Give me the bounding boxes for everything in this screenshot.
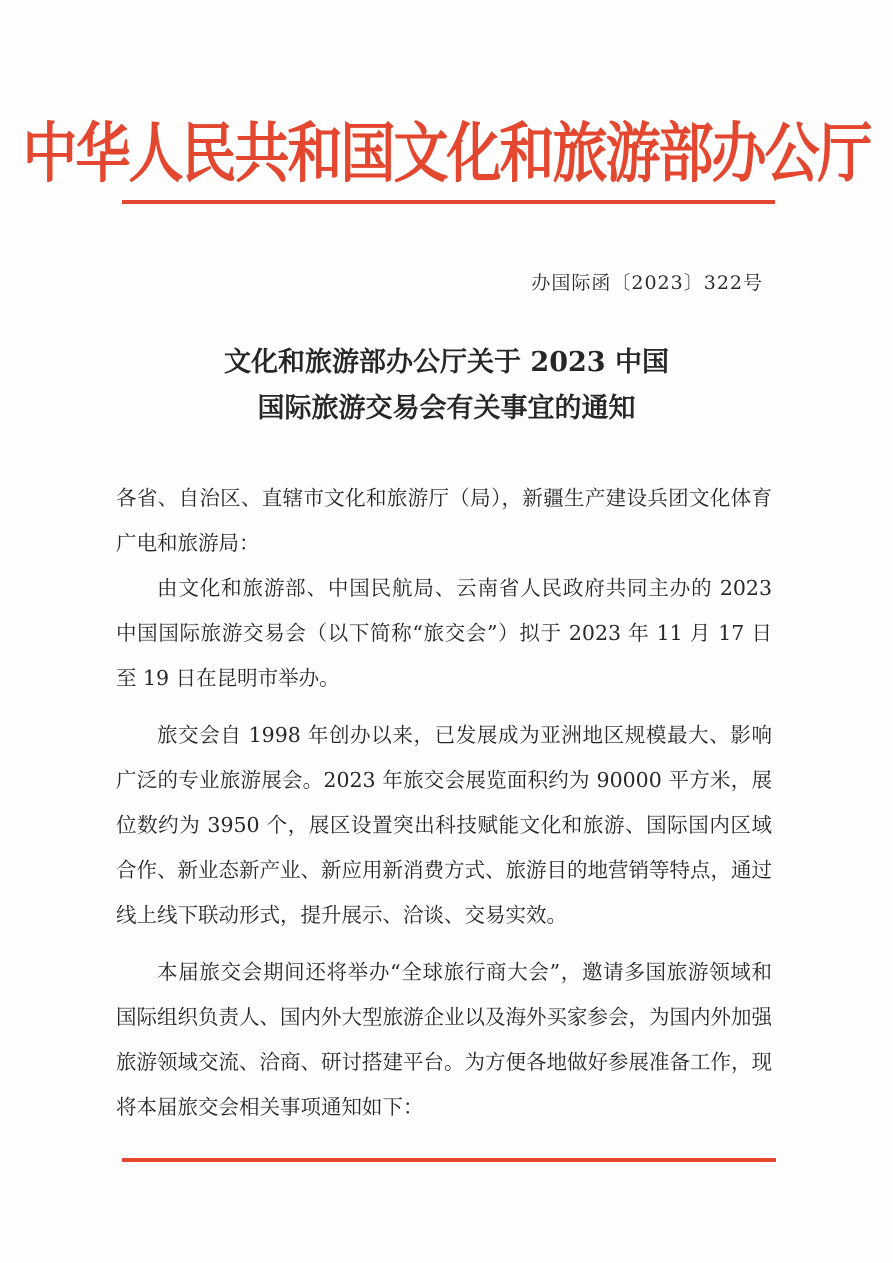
title-line-2: 国际旅游交易会有关事宜的通知 [257, 393, 636, 424]
body-paragraph-2: 旅交会自 1998 年创办以来，已发展成为亚洲地区规模最大、影响广泛的专业旅游展会。2023 年旅交会展览面积约为 90000 平方米，展位数约为 3950 个，展区设置突出科技赋能文化和旅游、国际国内区域合作、新业态新产业、新应用新消费方式、旅游目的地营销等特点，通过线上线下联动形式，提升展示、洽谈、交易实效。 [116, 723, 772, 927]
document-body [116, 476, 772, 1130]
body-paragraph-3: 本届旅交会期间还将举办“全球旅行商大会”，邀请多国旅游领域和国际组织负责人、国内外大型旅游企业以及海外买家参会，为国内外加强旅游领域交流、洽商、研讨搭建平台。为方便各地做好参展准备工作，现将本届旅交会相关事项通知如下： [116, 960, 772, 1119]
masthead-org-name: 中华人民共和国文化和旅游部办公厅 [22, 114, 871, 191]
document-number: 办国际函〔2023〕322号 [531, 272, 763, 294]
title-line-1: 文化和旅游部办公厅关于 2023 中国 [224, 347, 669, 378]
body-paragraph-1: 由文化和旅游部、中国民航局、云南省人民政府共同主办的 2023 中国国际旅游交易会（以下简称“旅交会”）拟于 2023 年 11 月 17 日至 19 日在昆明市举办。 [116, 576, 772, 690]
document-title [0, 340, 893, 432]
salutation: 各省、自治区、直辖市文化和旅游厅（局），新疆生产建设兵团文化体育广电和旅游局： [116, 486, 772, 555]
masthead-red-rule [122, 200, 775, 204]
footer-red-rule [122, 1158, 776, 1162]
